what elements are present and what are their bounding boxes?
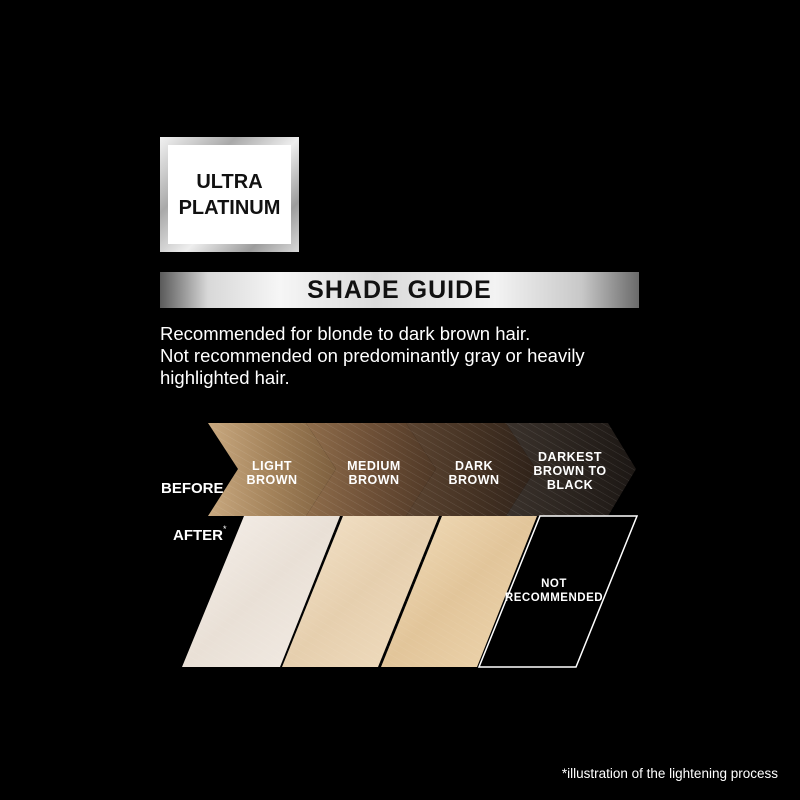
badge-line-2: PLATINUM bbox=[178, 196, 281, 219]
swatch-label-line: BLACK bbox=[546, 478, 594, 492]
not-recommended-label bbox=[504, 577, 604, 605]
before-swatch-light-brown-label bbox=[238, 459, 306, 487]
after-label-asterisk: * bbox=[223, 524, 227, 534]
before-label: BEFORE bbox=[161, 480, 224, 497]
swatch-label-line: RECOMMENDED bbox=[504, 592, 604, 604]
swatch-label-line: BROWN bbox=[246, 473, 298, 487]
after-swatches-texture bbox=[182, 516, 537, 667]
badge-line-1: ULTRA bbox=[196, 170, 263, 193]
description-line-1: Recommended for blonde to dark brown hair. bbox=[160, 323, 531, 344]
swatch-label-line: BROWN bbox=[348, 473, 400, 487]
banner-title: SHADE GUIDE bbox=[307, 275, 492, 304]
before-swatch-darkest-brown-label bbox=[528, 450, 612, 492]
swatch-label-line: BROWN bbox=[448, 473, 500, 487]
swatch-label-line: NOT bbox=[541, 578, 567, 590]
swatch-label-line: DARKEST bbox=[538, 450, 602, 464]
description-line-2: Not recommended on predominantly gray or heavily highlighted hair. bbox=[160, 345, 585, 388]
swatch-label-line: LIGHT bbox=[252, 459, 292, 473]
swatch-label-line: BROWN TO bbox=[533, 464, 607, 478]
swatch-label-line: DARK bbox=[454, 459, 494, 473]
before-swatch-dark-brown-label bbox=[436, 459, 512, 487]
after-label-text: AFTER bbox=[173, 527, 223, 544]
swatch-label-line: MEDIUM bbox=[347, 459, 401, 473]
footnote: *illustration of the lightening process bbox=[561, 766, 778, 781]
before-swatch-medium-brown-label bbox=[336, 459, 412, 487]
